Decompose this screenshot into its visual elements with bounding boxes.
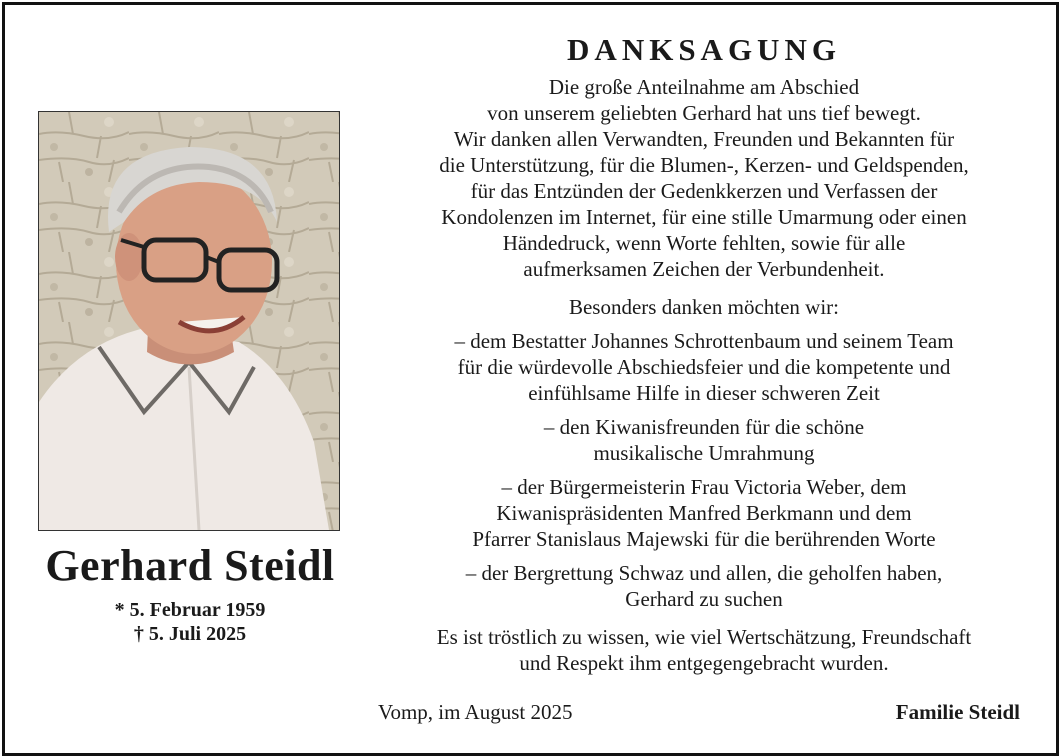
special-thanks-intro: Besonders danken möchten wir:	[568, 295, 840, 320]
closing-paragraph: Es ist tröstlich zu wissen, wie viel Wertschätzung, Freundschaft und Respekt ihm entgegengebracht wurden.	[436, 625, 972, 676]
deceased-name: Gerhard Steidl	[45, 541, 335, 590]
notice-heading: DANKSAGUNG	[567, 32, 841, 67]
thanks-item-kiwanis: – den Kiwanisfreunden für die schöne musikalische Umrahmung	[543, 415, 865, 466]
thanks-item-undertaker: – dem Bestatter Johannes Schrottenbaum und seinem Team für die würdevolle Abschiedsfeier und die kompetente und einfühlsame Hilfe in dieser schweren Zeit	[454, 329, 954, 406]
thanks-item-mayor: – der Bürgermeisterin Frau Victoria Weber, dem Kiwanispräsidenten Manfred Berkmann und dem Pfarrer Stanislaus Majewski für die berührenden Worte	[472, 475, 936, 552]
birth-date: * 5. Februar 1959	[114, 599, 266, 621]
life-dates	[20, 598, 360, 646]
portrait-photo	[38, 111, 340, 531]
thanks-item-rescue: – der Bergrettung Schwaz und allen, die geholfen haben, Gerhard zu suchen	[465, 561, 943, 612]
death-date: † 5. Juli 2025	[133, 623, 247, 645]
thanks-text-column	[368, 30, 1040, 676]
intro-paragraph: Die große Anteilnahme am Abschied von unserem geliebten Gerhard hat uns tief bewegt. Wir danken allen Verwandten, Freunden und Bekannten für die Unterstützung, für die Blumen-, Kerzen- und Geldspenden, für das Entzünden der Gedenkkerzen und Verfassen der Kondolenzen im Internet, für eine stille Umarmung oder einen Händedruck, wenn Worte fehlten, sowie für alle aufmerksamen Zeichen der Verbundenheit.	[439, 75, 969, 282]
family-signature: Familie Steidl	[895, 700, 1020, 724]
portrait-illustration	[39, 112, 339, 530]
notice-footer	[378, 699, 1020, 725]
place-and-date: Vomp, im August 2025	[378, 700, 573, 724]
